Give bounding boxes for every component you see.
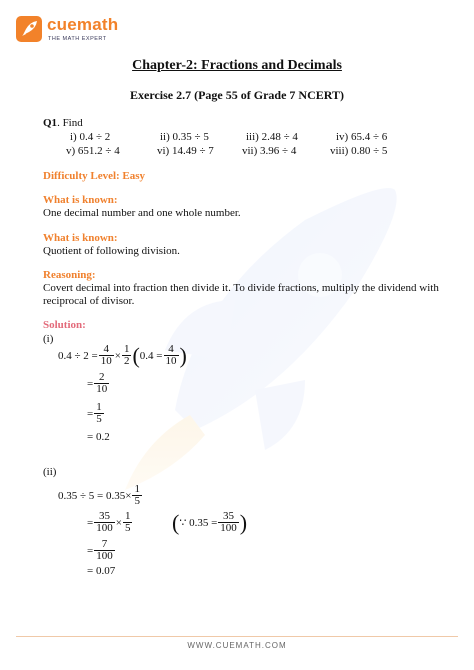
question-item: ii) 0.35 ÷ 5 — [160, 131, 209, 143]
fraction: $\frac{4}{10}$ — [165, 343, 177, 367]
question-item: v) 651.2 ÷ 4 — [66, 145, 120, 157]
question-header — [43, 117, 83, 130]
fraction: $\frac{1}{5}$ — [134, 483, 140, 507]
fraction: $\frac{1}{5}$ — [124, 510, 131, 534]
solution-line — [87, 372, 110, 395]
fraction: $\frac{1}{5}$ — [96, 401, 102, 425]
times-sign: × — [115, 516, 122, 529]
logo-wordmark: cuemath — [47, 15, 119, 34]
expression-lhs: 0.35 ÷ 5 = 0.35× — [58, 489, 132, 502]
note-lhs: 0.4 = — [139, 349, 163, 362]
fraction: $\frac{35}{100}$ — [96, 510, 113, 534]
part-label: (ii) — [43, 466, 57, 478]
question-item: viii) 0.80 ÷ 5 — [330, 145, 388, 157]
rocket-watermark-icon — [105, 180, 405, 500]
question-text: . Find — [57, 117, 83, 129]
times-sign: × — [114, 349, 121, 362]
footer-divider — [16, 636, 458, 637]
solution-line — [58, 484, 143, 507]
solution-line — [58, 344, 187, 367]
solution-line — [87, 511, 133, 534]
fraction: $\frac{1}{2}$ — [123, 343, 130, 367]
solution-line — [87, 539, 116, 562]
equals-sign: = — [87, 377, 94, 390]
known-heading: What is known: — [43, 232, 118, 244]
logo-tagline: THE MATH EXPERT — [48, 36, 107, 42]
fraction: $\frac{4}{10}$ — [100, 343, 112, 367]
question-item: iii) 2.48 ÷ 4 — [246, 131, 298, 143]
difficulty-level: Difficulty Level: Easy — [43, 170, 146, 182]
equals-sign: = — [87, 407, 94, 420]
solution-result: = 0.07 — [87, 565, 116, 577]
known-text: One decimal number and one whole number. — [43, 207, 241, 219]
exercise-subtitle: Exercise 2.7 (Page 55 of Grade 7 NCERT) — [130, 88, 344, 102]
solution-heading: Solution: — [43, 319, 86, 331]
question-label: Q1 — [43, 117, 58, 129]
reasoning-line: Covert decimal into fraction then divide it. To divide fractions, multiply the dividend with — [43, 282, 439, 294]
footer-url[interactable]: WWW.CUEMATH.COM — [187, 641, 287, 650]
chapter-title: Chapter-2: Fractions and Decimals — [132, 58, 342, 73]
rocket-logo-icon — [16, 16, 42, 42]
open-paren: ( — [132, 342, 140, 368]
part-label: (i) — [43, 333, 54, 345]
cuemath-logo — [16, 14, 136, 48]
question-item: i) 0.4 ÷ 2 — [70, 131, 111, 143]
solution-line — [87, 402, 105, 425]
solution-result: = 0.2 — [87, 431, 110, 443]
close-paren: ) — [179, 342, 187, 368]
question-item: iv) 65.4 ÷ 6 — [336, 131, 388, 143]
close-paren: ) — [239, 509, 248, 535]
fraction: $\frac{2}{10}$ — [96, 371, 108, 395]
fraction: $\frac{7}{100}$ — [96, 538, 113, 562]
question-item: vii) 3.96 ÷ 4 — [242, 145, 297, 157]
equals-sign: = — [87, 544, 94, 557]
fraction: $\frac{35}{100}$ — [220, 510, 237, 534]
known-heading: What is known: — [43, 194, 118, 206]
reasoning-heading: Reasoning: — [43, 269, 96, 281]
note-text: ∵ 0.35 = — [179, 517, 218, 529]
open-paren: ( — [172, 509, 180, 535]
known-text: Quotient of following division. — [43, 245, 180, 257]
equals-sign: = — [87, 516, 94, 529]
solution-note — [172, 511, 247, 534]
expression-lhs: 0.4 ÷ 2 = — [58, 349, 98, 362]
question-item: vi) 14.49 ÷ 7 — [157, 145, 214, 157]
reasoning-line: reciprocal of divisor. — [43, 295, 135, 307]
